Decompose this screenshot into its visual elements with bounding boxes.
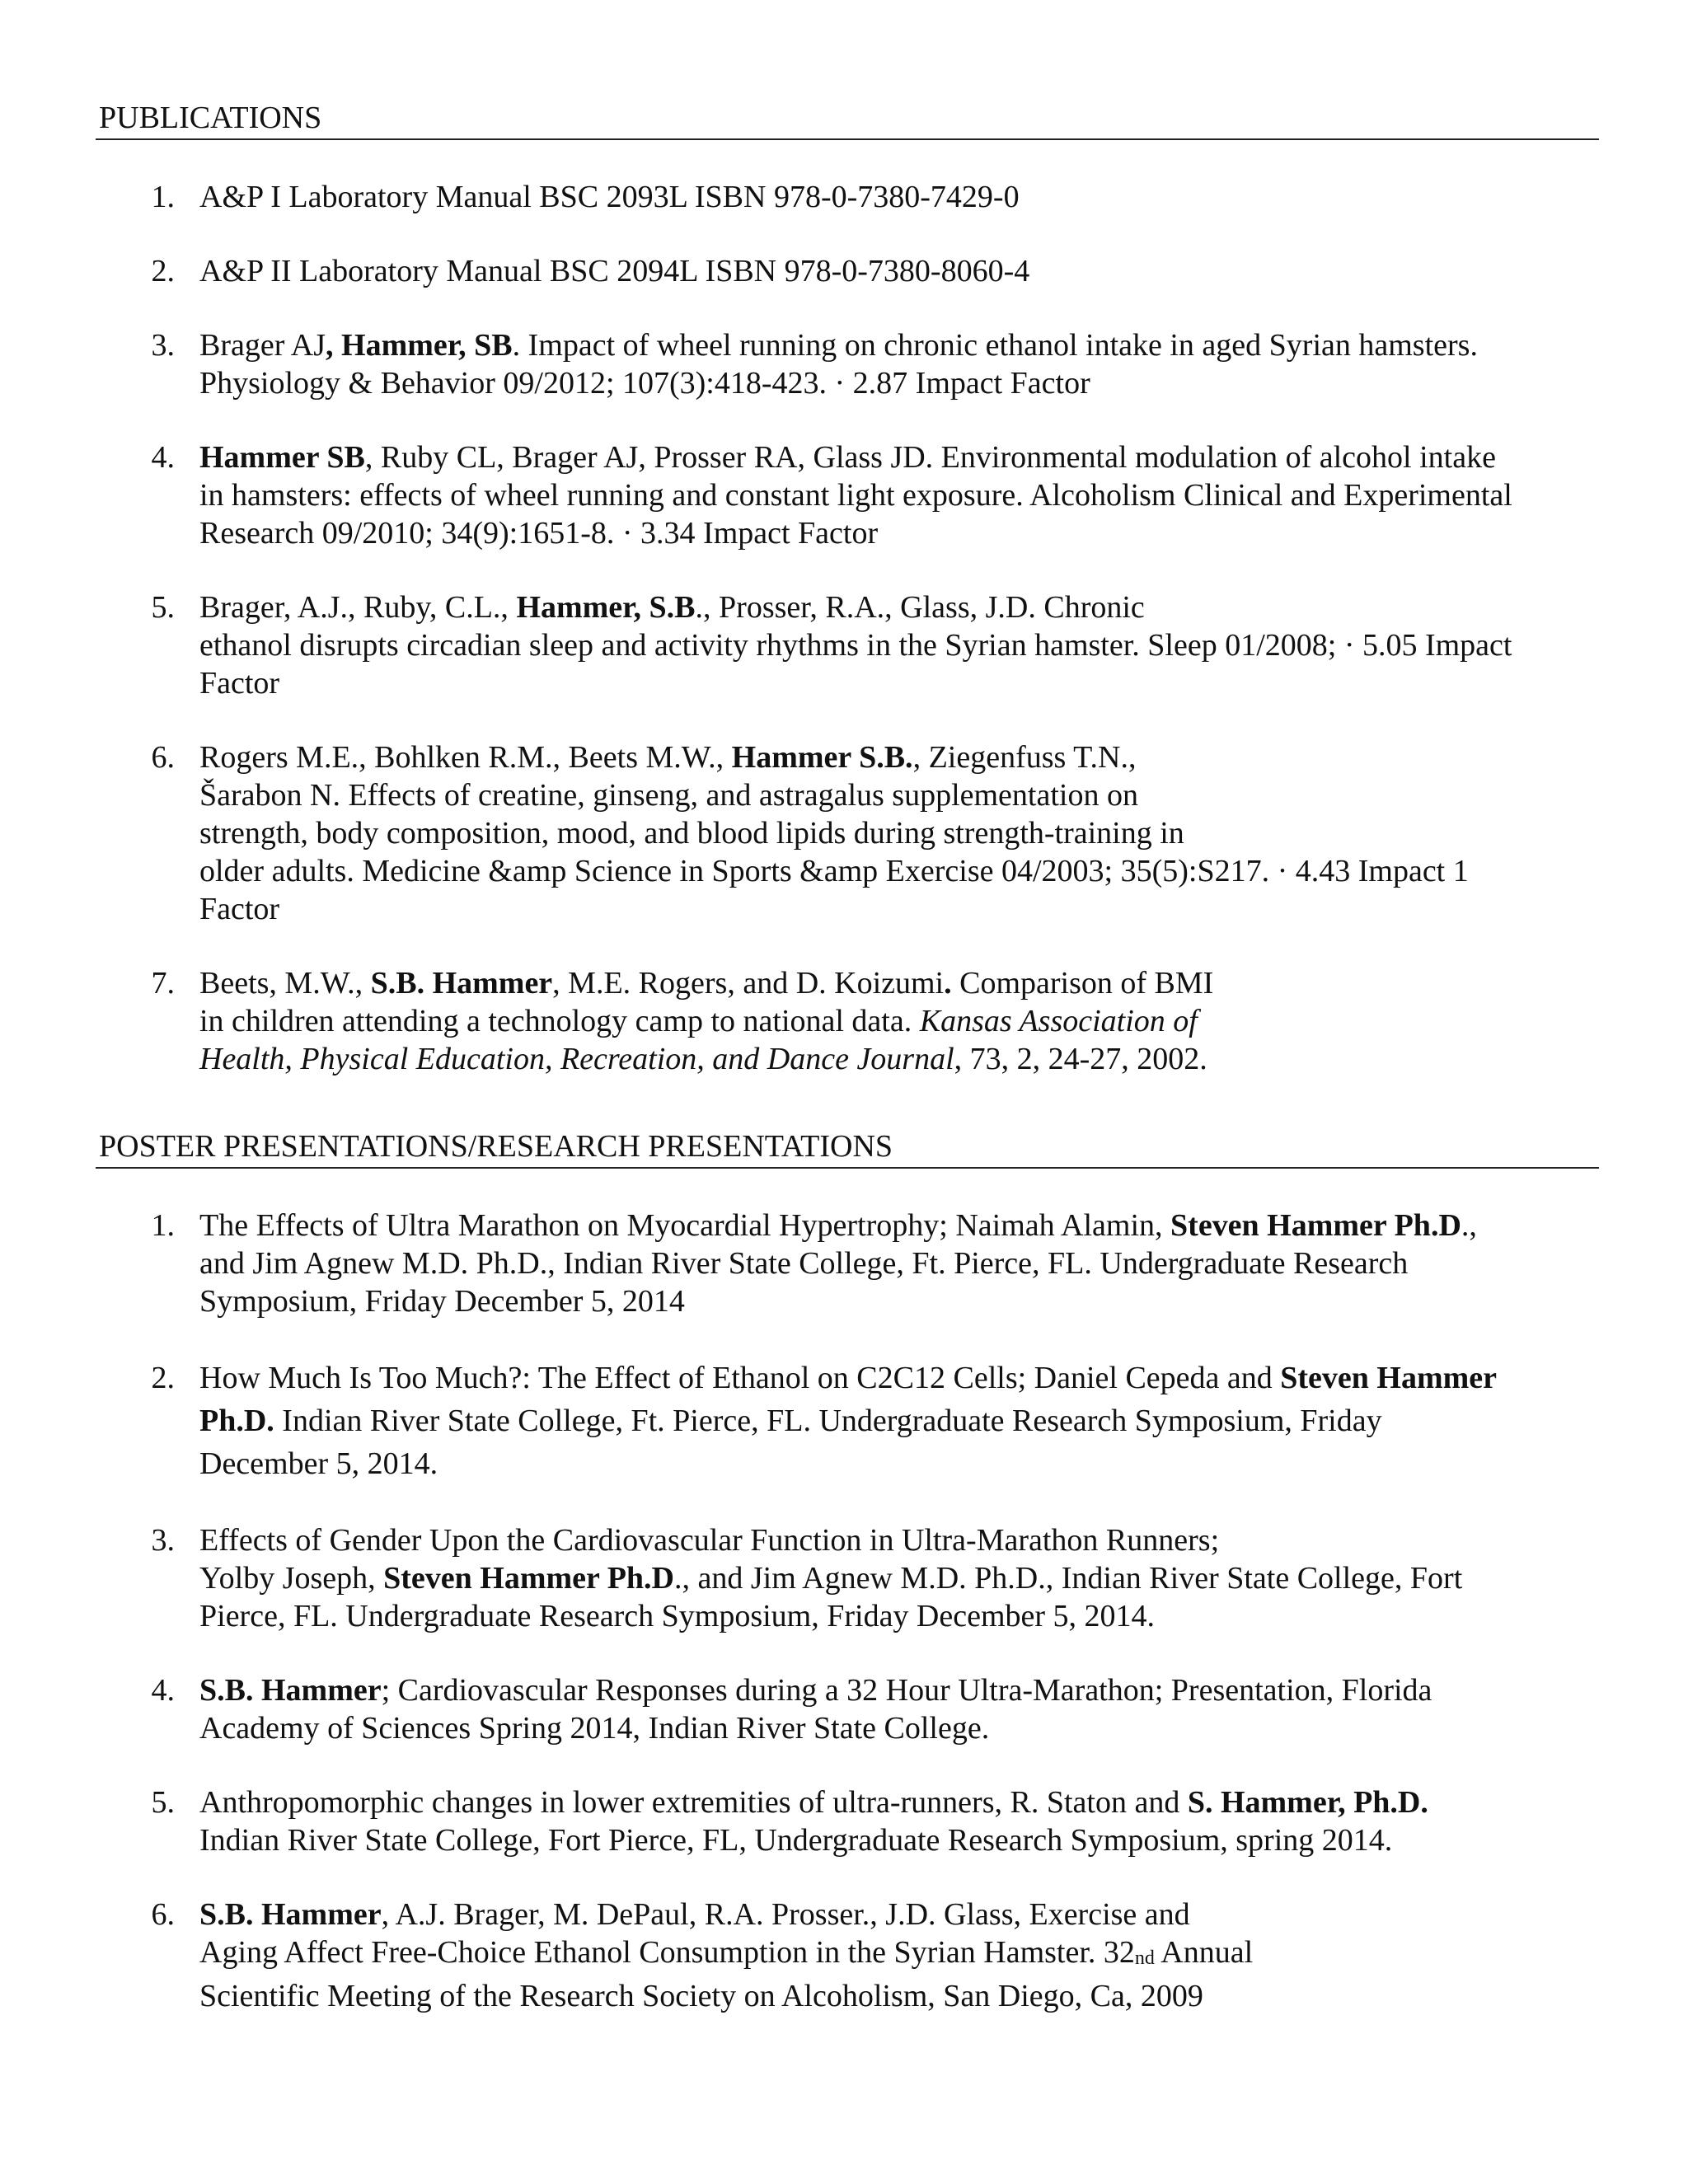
- item-number: 6.: [151, 740, 175, 775]
- presentations-section: [96, 1127, 1599, 2015]
- text-run: . Impact of wheel running on chronic ethanol intake in aged Syrian hamsters. Physiology & Behavior 09/2012; 107(3):418-423. · 2.87 Impact Factor: [199, 328, 1478, 401]
- text-run: The Effects of Ultra Marathon on Myocardial Hypertrophy; Naimah Alamin,: [199, 1208, 1171, 1243]
- item-number: 6.: [151, 1897, 175, 1932]
- text-run: Indian River State College, Fort Pierce, FL, Undergraduate Research Symposium, spring 2014.: [199, 1823, 1393, 1858]
- item-text: [199, 252, 1599, 290]
- item-text: [199, 588, 1599, 702]
- item-number: 2.: [151, 1361, 175, 1395]
- text-run: Comparison of BMI in children attending a technology camp to national data.: [199, 966, 1214, 1038]
- author-highlight: , Hammer, SB: [326, 328, 513, 363]
- item-number: 5.: [151, 590, 175, 625]
- text-run: A&P II Laboratory Manual BSC 2094L ISBN 978-0-7380-8060-4: [199, 254, 1030, 288]
- author-highlight: Steven Hammer Ph.D.: [199, 1361, 1498, 1438]
- author-highlight: S. Hammer, Ph.D.: [1187, 1785, 1428, 1820]
- item-text: [199, 1207, 1599, 1320]
- text-run: A&P I Laboratory Manual BSC 2093L ISBN 978-0-7380-7429-0: [199, 180, 1020, 214]
- item-number: 4.: [151, 440, 175, 475]
- text-run: Brager, A.J., Ruby, C.L.,: [199, 590, 517, 625]
- item-text: [199, 1783, 1599, 1859]
- list-item: [96, 326, 1599, 402]
- text-run: Rogers M.E., Bohlken R.M., Beets M.W.,: [199, 740, 732, 775]
- list-item: [96, 252, 1599, 290]
- item-number: 1.: [151, 180, 175, 214]
- list-item: [96, 964, 1599, 1078]
- author-highlight: S.B. Hammer: [370, 966, 553, 1001]
- item-text: [199, 178, 1599, 216]
- item-text: [199, 738, 1599, 928]
- item-number: 4.: [151, 1673, 175, 1708]
- section-heading: POSTER PRESENTATIONS/RESEARCH PRESENTATIONS: [96, 1127, 1599, 1169]
- journal-name: Kansas Association of Health, Physical Education, Recreation, and Dance Journal: [199, 1004, 1198, 1076]
- item-text: [199, 326, 1599, 402]
- author-highlight: Hammer, S.B: [516, 590, 696, 625]
- author-highlight: Steven Hammer Ph.D: [383, 1561, 674, 1596]
- list-item: [96, 178, 1599, 216]
- text-run: ., and Jim Agnew M.D. Ph.D., Indian River State College, Ft. Pierce, FL. Undergraduate Research Symposium, Friday December 5, 2014: [199, 1208, 1477, 1319]
- item-number: 1.: [151, 1208, 175, 1243]
- text-run: , A.J. Brager, M. DePaul, R.A. Prosser., J.D. Glass, Exercise and Aging Affect Free-Choice Ethanol Consumption in the Syrian Hamster. 32: [199, 1897, 1190, 1970]
- list-item: [96, 1521, 1599, 1635]
- text-run: Anthropomorphic changes in lower extremities of ultra-runners, R. Staton and: [199, 1785, 1188, 1820]
- author-highlight: Hammer S.B.: [731, 740, 913, 775]
- item-number: 2.: [151, 254, 175, 288]
- list-item: [96, 1783, 1599, 1859]
- item-text: [199, 1357, 1599, 1485]
- text-run: Indian River State College, Ft. Pierce, FL. Undergraduate Research Symposium, Friday December 5, 2014.: [199, 1404, 1382, 1481]
- presentations-list: [96, 1207, 1599, 2015]
- list-item: [96, 1207, 1599, 1320]
- list-item: [96, 738, 1599, 928]
- item-text: [199, 438, 1599, 552]
- text-run: Brager AJ: [199, 328, 326, 363]
- list-item: [96, 1357, 1599, 1485]
- text-run: ; Cardiovascular Responses during a 32 Hour Ultra-Marathon; Presentation, Florida Academy of Sciences Spring 2014, Indian River State College.: [199, 1673, 1432, 1746]
- text-run: Beets, M.W.,: [199, 966, 371, 1001]
- text-run: Effects of Gender Upon the Cardiovascular Function in Ultra-Marathon Runners; Yolby Joseph,: [199, 1523, 1220, 1596]
- item-text: [199, 964, 1599, 1078]
- text-run: , Ruby CL, Brager AJ, Prosser RA, Glass JD. Environmental modulation of alcohol intake in hamsters: effects of wheel running and constant light exposure. Alcoholism Clinical and Experimental Research 09/2010; 34(9):1651-8. · 3.34 Impact Factor: [199, 440, 1512, 551]
- text-run: Annual Scientific Meeting of the Research Society on Alcoholism, San Diego, Ca, 2009: [199, 1935, 1254, 2013]
- list-item: [96, 1896, 1599, 2015]
- item-text: [199, 1671, 1599, 1747]
- author-highlight: Hammer SB: [199, 440, 365, 475]
- text-run: nd: [1134, 1947, 1155, 1969]
- text-run: , M.E. Rogers, and D. Koizumi: [552, 966, 945, 1001]
- publications-list: [96, 178, 1599, 1078]
- item-number: 5.: [151, 1785, 175, 1820]
- item-text: [199, 1521, 1599, 1635]
- list-item: [96, 1671, 1599, 1747]
- item-number: 3.: [151, 328, 175, 363]
- item-number: 3.: [151, 1523, 175, 1558]
- author-highlight: Steven Hammer Ph.D: [1170, 1208, 1461, 1243]
- author-highlight: .: [944, 966, 952, 1001]
- item-number: 7.: [151, 966, 175, 1001]
- item-text: [199, 1896, 1599, 2015]
- list-item: [96, 588, 1599, 702]
- text-run: ., Prosser, R.A., Glass, J.D. Chronic ethanol disrupts circadian sleep and activity rhythms in the Syrian hamster. Sleep 01/2008; · 5.05 Impact Factor: [199, 590, 1512, 701]
- list-item: [96, 438, 1599, 552]
- text-run: ., and Jim Agnew M.D. Ph.D., Indian River State College, Fort Pierce, FL. Undergraduate Research Symposium, Friday December 5, 2014.: [199, 1561, 1463, 1633]
- section-heading: PUBLICATIONS: [96, 99, 1599, 140]
- text-run: , 73, 2, 24-27, 2002.: [954, 1042, 1207, 1076]
- publications-section: [96, 99, 1599, 1078]
- text-run: , Ziegenfuss T.N., Šarabon N. Effects of creatine, ginseng, and astragalus supplementation on strength, body composition, mood, and blood lipids during strength-training in older adults. Medicine &amp Science in Sports &amp Exercise 04/2003; 35(5):S217. · 4.43 Impact 1 Factor: [199, 740, 1469, 926]
- author-highlight: S.B. Hammer: [199, 1673, 382, 1708]
- author-highlight: S.B. Hammer: [199, 1897, 382, 1932]
- text-run: How Much Is Too Much?: The Effect of Ethanol on C2C12 Cells; Daniel Cepeda and: [199, 1361, 1281, 1395]
